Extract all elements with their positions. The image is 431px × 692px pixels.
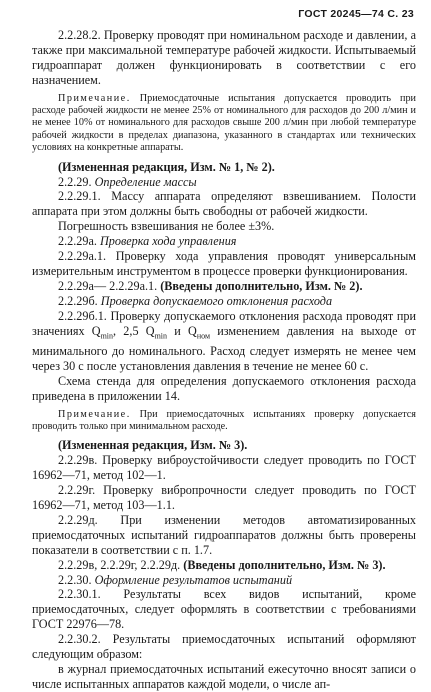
section-2-2-29b-title: Проверка допускаемого отклонения расхода — [100, 293, 333, 308]
paragraph-2-2-29-1: 2.2.29.1. Массу аппарата определяют взвешиванием. Полости аппарата при этом должны быть свободны от рабочей жидкости. — [32, 189, 416, 219]
section-2-2-29 — [32, 175, 416, 190]
section-2-2-29a-number: 2.2.29а. — [58, 234, 97, 249]
section-2-2-29-title: Определение массы — [94, 174, 197, 189]
added-2-lead: 2.2.29а— 2.2.29а.1. — [58, 278, 161, 293]
document-page — [32, 8, 416, 692]
paragraph-journal: в журнал приемосдаточных испытаний ежесуточно вносят записи о числе испытанных аппаратов каждой модели, о числе ап- — [32, 662, 416, 691]
p6-sub-nom: ном — [196, 331, 211, 341]
p6-sub-min-2: min — [154, 331, 168, 341]
p6-part-a: 2.2.29б.1. Проверку допускаемого отклонения расхода проводят при значениях Q — [32, 308, 416, 338]
added-2-note: (Введены дополнительно, Изм. № 2). — [160, 278, 363, 293]
paragraph-2-2-29g: 2.2.29г. Проверку вибропрочности следует проводить по ГОСТ 16962—71, метод 103—1.1. — [32, 483, 416, 513]
paragraph-2-2-28-2: 2.2.28.2. Проверку проводят при номинальном расходе и давлении, а также при максимальной температуре рабочей жидкости. Испытываемый гидроаппарат должен функционировать в соответствии с его назначением. — [32, 28, 416, 87]
note-2 — [32, 409, 416, 434]
added-3-note: (Введены дополнительно, Изм. № 3). — [183, 557, 386, 572]
note-1-label: Примечание. — [58, 92, 131, 104]
section-2-2-30 — [32, 573, 416, 588]
paragraph-2-2-29v: 2.2.29в. Проверку виброустойчивости следует проводить по ГОСТ 16962—71, метод 102—1. — [32, 453, 416, 483]
page-header: ГОСТ 20245—74 С. 23 — [298, 8, 414, 20]
p6-part-d: изменением давления на выходе от минимального до номинального. Расход следует измерять не менее чем через 30 с после установления давления в течение не менее 60 с. — [32, 323, 416, 373]
p6-sub-min-1: min — [100, 331, 114, 341]
paragraph-added-2 — [32, 279, 416, 294]
edit-note-1: (Измененная редакция, Изм. № 1, № 2). — [58, 159, 275, 174]
paragraph-2-2-30-1: 2.2.30.1. Результаты всех видов испытаний, кроме приемосдаточных, следует оформлять в соответствии с требованиями ГОСТ 22976—78. — [32, 587, 416, 632]
section-2-2-30-number: 2.2.30. — [58, 572, 92, 587]
paragraph-2-2-29a-1: 2.2.29а.1. Проверку хода управления проводят универсальным измерительным инструментом в процессе проверки функционирования. — [32, 249, 416, 278]
edit-note-2: (Измененная редакция, Изм. № 3). — [58, 438, 248, 453]
p6-part-c: и Q — [167, 323, 197, 338]
paragraph-2-2-29d: 2.2.29д. При изменении методов автоматизированных приемосдаточных испытаний гидроаппаратов должны быть проверены показатели в соответствии с п. 1.7. — [32, 512, 416, 557]
section-2-2-29b — [32, 294, 416, 309]
note-1 — [32, 93, 416, 155]
note-2-label: Примечание. — [58, 408, 131, 420]
section-2-2-29a — [32, 234, 416, 249]
paragraph-weighing-error: Погрешность взвешивания не более ±3%. — [58, 219, 275, 234]
note-1-text: Приемосдаточные испытания допускается проводить при расходе рабочей жидкости не менее 25% от номинального для расходов до 200 л/мин и не менее 10% от номинального для расходов свыше 200 л/мин при любой температуре рабочей жидкости в пределах диапазона, указанного в стандартах или технических условиях на конкретные аппараты. — [32, 92, 416, 154]
note-2-text: При приемосдаточных испытаниях проверку допускается проводить только при минимальном расходе. — [32, 408, 416, 432]
section-2-2-29b-number: 2.2.29б. — [58, 293, 98, 308]
section-2-2-29-number: 2.2.29. — [58, 174, 92, 189]
paragraph-2-2-29b-1 — [32, 309, 416, 374]
paragraph-2-2-30-2: 2.2.30.2. Результаты приемосдаточных испытаний оформляют следующим образом: — [32, 632, 416, 662]
paragraph-added-3 — [32, 558, 416, 573]
added-3-lead: 2.2.29в, 2.2.29г, 2.2.29д. — [58, 557, 184, 572]
p6-part-b: , 2,5 Q — [113, 323, 155, 338]
section-2-2-29a-title: Проверка хода управления — [99, 234, 237, 249]
section-2-2-30-title: Оформление результатов испытаний — [94, 572, 293, 587]
paragraph-scheme: Схема стенда для определения допускаемого отклонения расхода приведена в приложении 14. — [32, 373, 416, 403]
